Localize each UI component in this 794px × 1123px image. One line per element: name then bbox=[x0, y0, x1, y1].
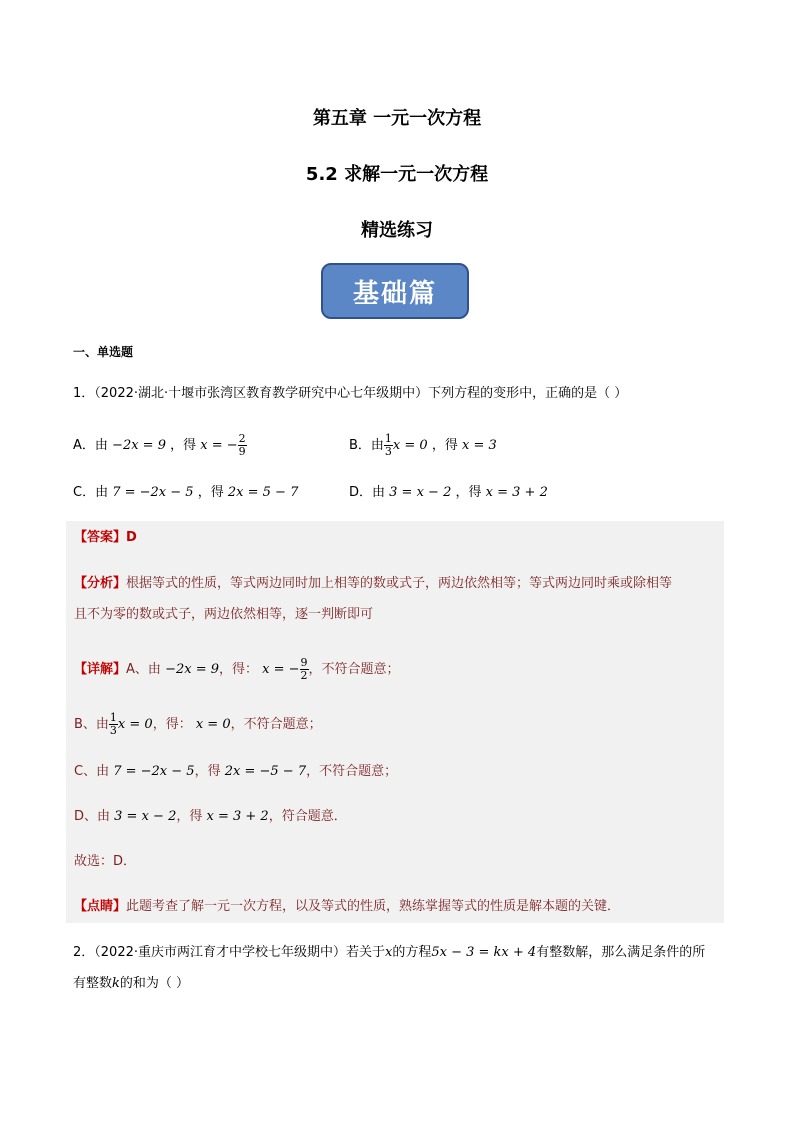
detail-a-pre: A、由 bbox=[126, 662, 161, 677]
q2-text-d: 有整数 bbox=[73, 976, 113, 991]
page-subtitle: 精选练习 bbox=[361, 220, 433, 241]
detail-d-equation: 3 = x − 2 bbox=[114, 809, 177, 824]
level-badge: 基础篇 bbox=[321, 263, 469, 319]
detail-b-pre: B、由 bbox=[74, 717, 109, 732]
option-d-equation: 3 = x − 2 bbox=[389, 485, 452, 500]
option-a-equation: −2x = 9 bbox=[112, 438, 166, 453]
option-d-label: D．由 bbox=[349, 485, 386, 500]
detail-c-mid: ，得 bbox=[194, 764, 221, 779]
detail-d-end: ，符合题意． bbox=[268, 809, 347, 824]
option-c[interactable] bbox=[73, 484, 298, 502]
option-d-mid: ，得 bbox=[455, 485, 482, 500]
option-c-result: 2x = 5 − 7 bbox=[227, 485, 299, 500]
option-b-equation: x = 0 bbox=[392, 438, 428, 453]
detail-tag: 【详解】 bbox=[74, 662, 127, 677]
analysis-tag: 【分析】 bbox=[74, 576, 127, 591]
option-c-mid: ，得 bbox=[197, 485, 224, 500]
option-b[interactable] bbox=[349, 433, 497, 458]
option-b-mid: ，得 bbox=[431, 438, 458, 453]
final-choice: 故选：D． bbox=[74, 854, 137, 869]
option-a-mid: ，得 bbox=[170, 438, 197, 453]
detail-b-equation: x = 0 bbox=[117, 717, 153, 732]
detail-d bbox=[74, 808, 347, 826]
comment-line bbox=[74, 898, 620, 916]
comment-tag: 【点睛】 bbox=[74, 899, 127, 914]
option-a-fraction: $\frac{2}{9}$ bbox=[238, 432, 246, 458]
detail-a-fraction: $\frac{9}{2}$ bbox=[300, 656, 308, 682]
answer-tag: 【答案】D bbox=[74, 530, 137, 545]
option-b-result: x = 3 bbox=[461, 438, 497, 453]
detail-c-end: ，不符合题意； bbox=[306, 764, 398, 779]
detail-c-pre: C、由 bbox=[74, 764, 110, 779]
detail-d-pre: D、由 bbox=[74, 809, 111, 824]
q2-var-x: x bbox=[385, 945, 393, 960]
comment-text: 此题考查了解一元一次方程，以及等式的性质，熟练掌握等式的性质是解本题的关键． bbox=[126, 899, 621, 914]
option-c-label: C．由 bbox=[73, 485, 109, 500]
q2-equation: 5x − 3 = kx + 4 bbox=[431, 945, 537, 960]
section-title: 5.2 求解一元一次方程 bbox=[305, 164, 489, 185]
detail-b-end: ，不符合题意； bbox=[230, 717, 322, 732]
detail-c-result: 2x = −5 − 7 bbox=[224, 764, 307, 779]
detail-b-result: x = 0 bbox=[195, 717, 231, 732]
q2-text-e: 的和为（ ） bbox=[119, 976, 190, 991]
part-heading: 一、单选题 bbox=[73, 345, 134, 359]
detail-b bbox=[74, 712, 322, 737]
question-2-line-1 bbox=[73, 944, 705, 962]
option-d-result: x = 3 + 2 bbox=[485, 485, 548, 500]
option-c-equation: 7 = −2x − 5 bbox=[112, 485, 194, 500]
question-1-stem: 1．（2022·湖北·十堰市张湾区教育教学研究中心七年级期中）下列方程的变形中，正确的是（ ） bbox=[73, 386, 628, 401]
option-a-label: A．由 bbox=[73, 438, 108, 453]
analysis-text-1: 根据等式的性质，等式两边同时加上相等的数或式子，两边依然相等；等式两边同时乘或除相等 bbox=[126, 576, 673, 591]
q2-text-a: 2．（2022·重庆市两江育才中学校七年级期中）若关于 bbox=[73, 945, 385, 960]
detail-a bbox=[74, 657, 400, 682]
analysis-line-1 bbox=[74, 575, 672, 593]
detail-a-lhs: x = − bbox=[262, 662, 300, 677]
detail-b-fraction: $\frac{1}{3}$ bbox=[109, 711, 117, 737]
analysis-line-2: 且不为零的数或式子，两边依然相等，逐一判断即可 bbox=[74, 607, 374, 622]
detail-d-mid: ，得 bbox=[176, 809, 203, 824]
option-b-fraction: $\frac{1}{3}$ bbox=[384, 432, 392, 458]
option-b-label: B．由 bbox=[349, 438, 384, 453]
option-d[interactable] bbox=[349, 484, 548, 502]
q2-text-c: 有整数解，那么满足条件的所 bbox=[536, 945, 706, 960]
chapter-title: 第五章 一元一次方程 bbox=[312, 108, 482, 129]
detail-c bbox=[74, 763, 397, 781]
q2-text-b: 的方程 bbox=[392, 945, 432, 960]
detail-d-result: x = 3 + 2 bbox=[206, 809, 269, 824]
detail-b-mid: ，得： bbox=[152, 717, 192, 732]
option-a[interactable] bbox=[73, 433, 247, 458]
question-2-line-2 bbox=[73, 975, 189, 993]
detail-a-equation: −2x = 9 bbox=[165, 662, 219, 677]
detail-c-equation: 7 = −2x − 5 bbox=[113, 764, 195, 779]
option-a-lhs: x = − bbox=[200, 438, 238, 453]
detail-a-mid: ，得： bbox=[219, 662, 259, 677]
q2-var-k: k bbox=[112, 976, 120, 991]
detail-a-end: ，不符合题意； bbox=[308, 662, 400, 677]
